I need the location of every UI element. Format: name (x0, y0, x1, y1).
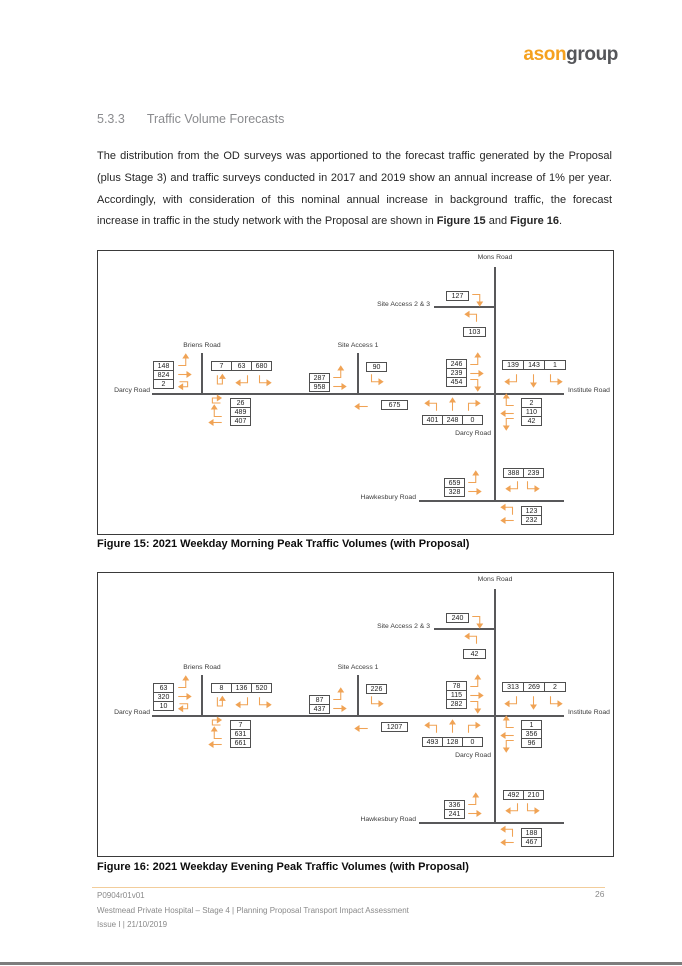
traffic-count-box: 407 (230, 416, 251, 426)
turn-arrow-dr-icon (257, 374, 272, 389)
traffic-count-box: 148 (153, 361, 174, 371)
traffic-count-box: 454 (446, 377, 467, 387)
figure-16-reference: Figure 16 (510, 215, 560, 228)
traffic-count-box: 8 (211, 683, 232, 693)
turn-arrow-ur-icon (466, 397, 481, 412)
turn-arrow-rd-icon (471, 614, 486, 629)
traffic-count-box: 87 (309, 695, 330, 705)
road-label-mons: Mons Road (477, 576, 513, 583)
traffic-count-box: 2 (521, 398, 542, 408)
turn-arrow-dl-icon (235, 696, 250, 711)
turn-arrow-ul-icon (464, 308, 479, 323)
road-label-darcy_s: Darcy Road (455, 752, 491, 759)
body-paragraph: The distribution from the OD surveys was apportioned to the forecast traffic generated by the Proposal (plus Stage 3) and traffic surveys conducted in 2017 and 2019 show an annual increase of 1% per year. Accordingly, with consideration of this nominal annual increase in background traffic, the forecast increase in traffic in the study network with the Proposal are shown in Figure 15 and Figure 16. (97, 150, 612, 228)
section-title: Traffic Volume Forecasts (146, 112, 285, 126)
turn-arrow-dl-icon (235, 374, 250, 389)
traffic-count-box: 232 (521, 515, 542, 525)
turn-arrow-utu-icon (213, 374, 228, 389)
traffic-count-box: 356 (521, 729, 542, 739)
traffic-count-box: 388 (503, 468, 524, 478)
traffic-count-box: 824 (153, 370, 174, 380)
traffic-count-box: 115 (446, 690, 467, 700)
traffic-count-box: 492 (503, 790, 524, 800)
road-label-hawkesbury: Hawkesbury Road (360, 494, 416, 501)
turn-arrow-dr-icon (548, 373, 563, 388)
turn-arrow-l-icon (500, 513, 515, 528)
road-label-institute: Institute Road (568, 709, 610, 716)
turn-arrow-ul-icon (424, 397, 439, 412)
turn-arrow-dl-icon (505, 480, 520, 495)
figure-15-canvas (98, 251, 613, 534)
turn-arrow-l-icon (354, 721, 369, 736)
traffic-count-box: 127 (446, 291, 469, 301)
turn-arrow-dr-icon (369, 373, 384, 388)
traffic-count-box: 128 (442, 737, 463, 747)
traffic-count-box: 78 (446, 681, 467, 691)
footer-project-line: Westmead Private Hospital – Stage 4 | Planning Proposal Transport Impact Assessment (97, 906, 409, 915)
traffic-count-box: 659 (444, 478, 465, 488)
traffic-count-box: 313 (502, 682, 524, 692)
figure-16-diagram (97, 572, 614, 857)
traffic-count-box: 661 (230, 738, 251, 748)
traffic-count-box: 437 (309, 704, 330, 714)
traffic-count-box: 139 (502, 360, 524, 370)
logo-ason: ason (523, 44, 567, 65)
road-line (494, 589, 496, 823)
turn-arrow-utu-icon (213, 696, 228, 711)
traffic-count-box: 240 (446, 613, 469, 623)
traffic-count-box: 143 (523, 360, 545, 370)
traffic-count-box: 282 (446, 699, 467, 709)
road-label-mons: Mons Road (477, 254, 513, 261)
traffic-count-box: 239 (523, 468, 544, 478)
traffic-count-box: 336 (444, 800, 465, 810)
road-label-darcy_w: Darcy Road (114, 709, 150, 716)
traffic-count-box: 90 (366, 362, 387, 372)
traffic-count-box: 2 (153, 379, 174, 389)
turn-arrow-ru-icon (469, 674, 484, 689)
turn-arrow-u-icon (445, 397, 460, 412)
traffic-count-box: 7 (211, 361, 232, 371)
traffic-count-box: 10 (153, 701, 174, 711)
turn-arrow-dr-icon (548, 695, 563, 710)
traffic-count-box: 675 (381, 400, 408, 410)
traffic-count-box: 239 (446, 368, 467, 378)
traffic-count-box: 42 (521, 416, 542, 426)
turn-arrow-l-icon (208, 737, 223, 752)
traffic-count-box: 631 (230, 729, 251, 739)
section-number: 5.3.3 (97, 112, 125, 126)
turn-arrow-utw-icon (177, 378, 192, 393)
traffic-count-box: 210 (523, 790, 544, 800)
turn-arrow-ld-icon (500, 738, 515, 753)
traffic-count-box: 26 (230, 398, 251, 408)
turn-arrow-rd-icon (469, 699, 484, 714)
traffic-count-box: 103 (463, 327, 486, 337)
traffic-count-box: 2 (544, 682, 566, 692)
road-line (419, 500, 564, 502)
traffic-count-box: 63 (231, 361, 252, 371)
road-label-institute: Institute Road (568, 387, 610, 394)
turn-arrow-dr-icon (257, 696, 272, 711)
turn-arrow-ru-icon (467, 470, 482, 485)
turn-arrow-r-icon (467, 484, 482, 499)
traffic-count-box: 248 (442, 415, 463, 425)
traffic-count-box: 110 (521, 407, 542, 417)
road-line (201, 353, 203, 394)
turn-arrow-dl-icon (504, 373, 519, 388)
turn-arrow-dl-icon (505, 802, 520, 817)
road-line (419, 822, 564, 824)
road-label-site1: Site Access 1 (337, 664, 379, 671)
turn-arrow-l-icon (500, 835, 515, 850)
traffic-count-box: 269 (523, 682, 545, 692)
traffic-count-box: 0 (462, 415, 483, 425)
turn-arrow-ru-icon (332, 365, 347, 380)
figure-15-diagram (97, 250, 614, 535)
traffic-count-box: 63 (153, 683, 174, 693)
traffic-count-box: 287 (309, 373, 330, 383)
figure-15-caption: Figure 15: 2021 Weekday Morning Peak Traffic Volumes (with Proposal) (97, 538, 470, 550)
page-edge-bar (0, 962, 682, 965)
road-label-briens: Briens Road (183, 664, 221, 671)
turn-arrow-ur-icon (466, 719, 481, 734)
turn-arrow-d-icon (526, 373, 541, 388)
traffic-count-box: 188 (521, 828, 542, 838)
road-label-briens: Briens Road (183, 342, 221, 349)
turn-arrow-utw-icon (177, 700, 192, 715)
turn-arrow-rd-icon (469, 377, 484, 392)
traffic-count-box: 42 (463, 649, 486, 659)
company-logo (523, 44, 618, 66)
page-number: 26 (595, 889, 605, 899)
turn-arrow-dl-icon (504, 695, 519, 710)
turn-arrow-dr-icon (525, 802, 540, 817)
traffic-count-box: 680 (251, 361, 272, 371)
traffic-count-box: 7 (230, 720, 251, 730)
section-heading (97, 112, 284, 126)
turn-arrow-ru-icon (469, 352, 484, 367)
road-line (494, 267, 496, 501)
traffic-count-box: 96 (521, 738, 542, 748)
traffic-count-box: 246 (446, 359, 467, 369)
turn-arrow-ru-icon (332, 687, 347, 702)
traffic-count-box: 1207 (381, 722, 408, 732)
turn-arrow-u-icon (445, 719, 460, 734)
footer-issue-line: Issue I | 21/10/2019 (97, 920, 168, 929)
figure-15-reference: Figure 15 (436, 215, 486, 228)
traffic-count-box: 1 (521, 720, 542, 730)
traffic-count-box: 467 (521, 837, 542, 847)
traffic-count-box: 489 (230, 407, 251, 417)
turn-arrow-r-icon (332, 379, 347, 394)
road-label-darcy_s: Darcy Road (455, 430, 491, 437)
traffic-count-box: 958 (309, 382, 330, 392)
road-line (357, 675, 359, 716)
turn-arrow-l-icon (354, 399, 369, 414)
footer-rule (92, 887, 605, 888)
turn-arrow-ru-icon (467, 792, 482, 807)
turn-arrow-ld-icon (500, 416, 515, 431)
traffic-count-box: 401 (422, 415, 443, 425)
traffic-count-box: 123 (521, 506, 542, 516)
traffic-count-box: 226 (366, 684, 387, 694)
road-label-site23: Site Access 2 & 3 (377, 301, 430, 308)
traffic-count-box: 520 (251, 683, 272, 693)
road-line (201, 675, 203, 716)
turn-arrow-d-icon (526, 695, 541, 710)
turn-arrow-ul-icon (424, 719, 439, 734)
turn-arrow-r-icon (467, 806, 482, 821)
figure-16-caption: Figure 16: 2021 Weekday Evening Peak Traffic Volumes (with Proposal) (97, 861, 469, 873)
footer-doc-ref: P0904r01v01 (97, 891, 145, 900)
traffic-count-box: 0 (462, 737, 483, 747)
paragraph-text: The distribution from the OD surveys was apportioned to the forecast traffic generated by the Proposal (plus Stage 3) and traffic surveys conducted in 2017 and 2019 show an annual increase of 1% per year. Accordingly, with consideration of this nominal annual increase in background traffic, the forecast increase in traffic in the study network with the Proposal are shown in (97, 150, 612, 228)
traffic-count-box: 1 (544, 360, 566, 370)
turn-arrow-ru-icon (177, 353, 192, 368)
road-label-hawkesbury: Hawkesbury Road (360, 816, 416, 823)
road-label-darcy_w: Darcy Road (114, 387, 150, 394)
road-label-site1: Site Access 1 (337, 342, 379, 349)
turn-arrow-r-icon (332, 701, 347, 716)
traffic-count-box: 493 (422, 737, 443, 747)
road-label-site23: Site Access 2 & 3 (377, 623, 430, 630)
turn-arrow-dr-icon (525, 480, 540, 495)
traffic-count-box: 241 (444, 809, 465, 819)
turn-arrow-ul-icon (464, 630, 479, 645)
traffic-count-box: 328 (444, 487, 465, 497)
logo-group: group (566, 44, 618, 65)
road-line (357, 353, 359, 394)
traffic-count-box: 320 (153, 692, 174, 702)
traffic-count-box: 136 (231, 683, 252, 693)
turn-arrow-rd-icon (471, 292, 486, 307)
turn-arrow-l-icon (208, 415, 223, 430)
turn-arrow-ru-icon (177, 675, 192, 690)
figure-16-canvas (98, 573, 613, 856)
turn-arrow-dr-icon (369, 695, 384, 710)
